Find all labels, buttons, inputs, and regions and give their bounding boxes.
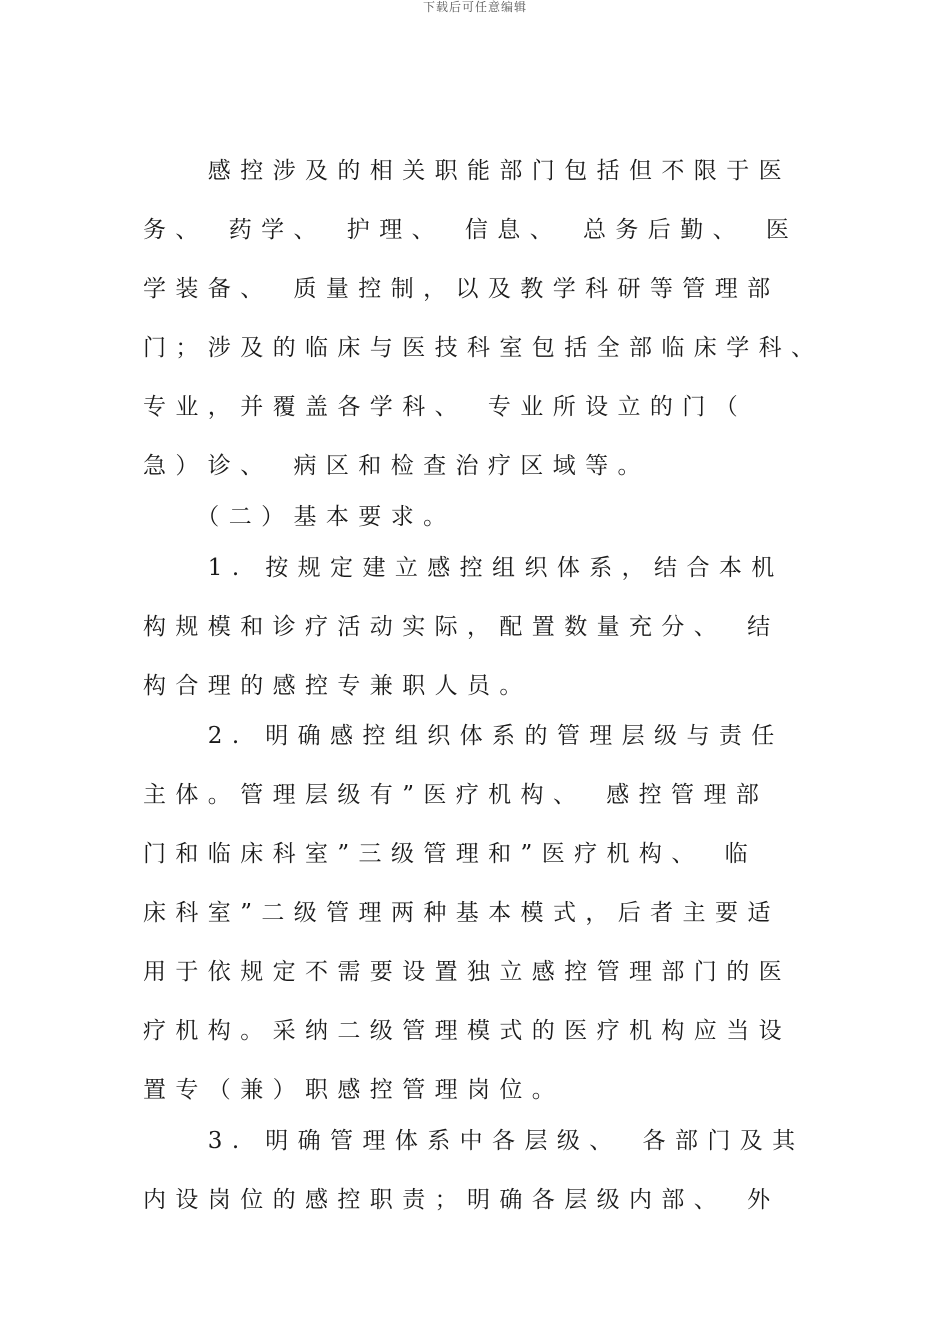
paragraph-line: 主体。管理层级有”医疗机构、 感控管理部: [143, 782, 769, 808]
paragraph-line: 床科室”二级管理两种基本模式，后者主要适: [143, 900, 780, 926]
section-heading: （二）基本要求。: [143, 504, 456, 530]
paragraph-line: 感控涉及的相关职能部门包括但不限于医: [143, 158, 791, 184]
paragraph-line: 构合理的感控专兼职人员。: [143, 673, 532, 699]
paragraph-line: 门和临床科室”三级管理和”医疗机构、 临: [143, 841, 758, 867]
paragraph-line: 务、 药学、 护理、 信息、 总务后勤、 医: [143, 217, 799, 243]
paragraph-line: 3. 明确管理体系中各层级、 各部门及其: [143, 1128, 805, 1154]
paragraph-line: 学装备、 质量控制，以及教学科研等管理部: [143, 276, 780, 302]
paragraph-line: 2. 明确感控组织体系的管理层级与责任: [143, 723, 784, 749]
paragraph-line: 疗机构。采纳二级管理模式的医疗机构应当设: [143, 1018, 791, 1044]
paragraph-line: 1. 按规定建立感控组织体系，结合本机: [143, 555, 784, 581]
paragraph-line: 急）诊、 病区和检查治疗区域等。: [143, 453, 650, 479]
paragraph-line: 门；涉及的临床与医技科室包括全部临床学科、: [143, 335, 824, 361]
page-header: 下载后可任意编辑: [422, 0, 527, 14]
paragraph-line: 置专（兼）职感控管理岗位。: [143, 1077, 565, 1103]
paragraph-line: 用于依规定不需要设置独立感控管理部门的医: [143, 959, 791, 985]
paragraph-line: 构规模和诊疗活动实际，配置数量充分、 结: [143, 614, 780, 640]
paragraph-line: 专业，并覆盖各学科、 专业所设立的门（: [143, 394, 748, 420]
paragraph-line: 内设岗位的感控职责；明确各层级内部、 外: [143, 1187, 780, 1213]
